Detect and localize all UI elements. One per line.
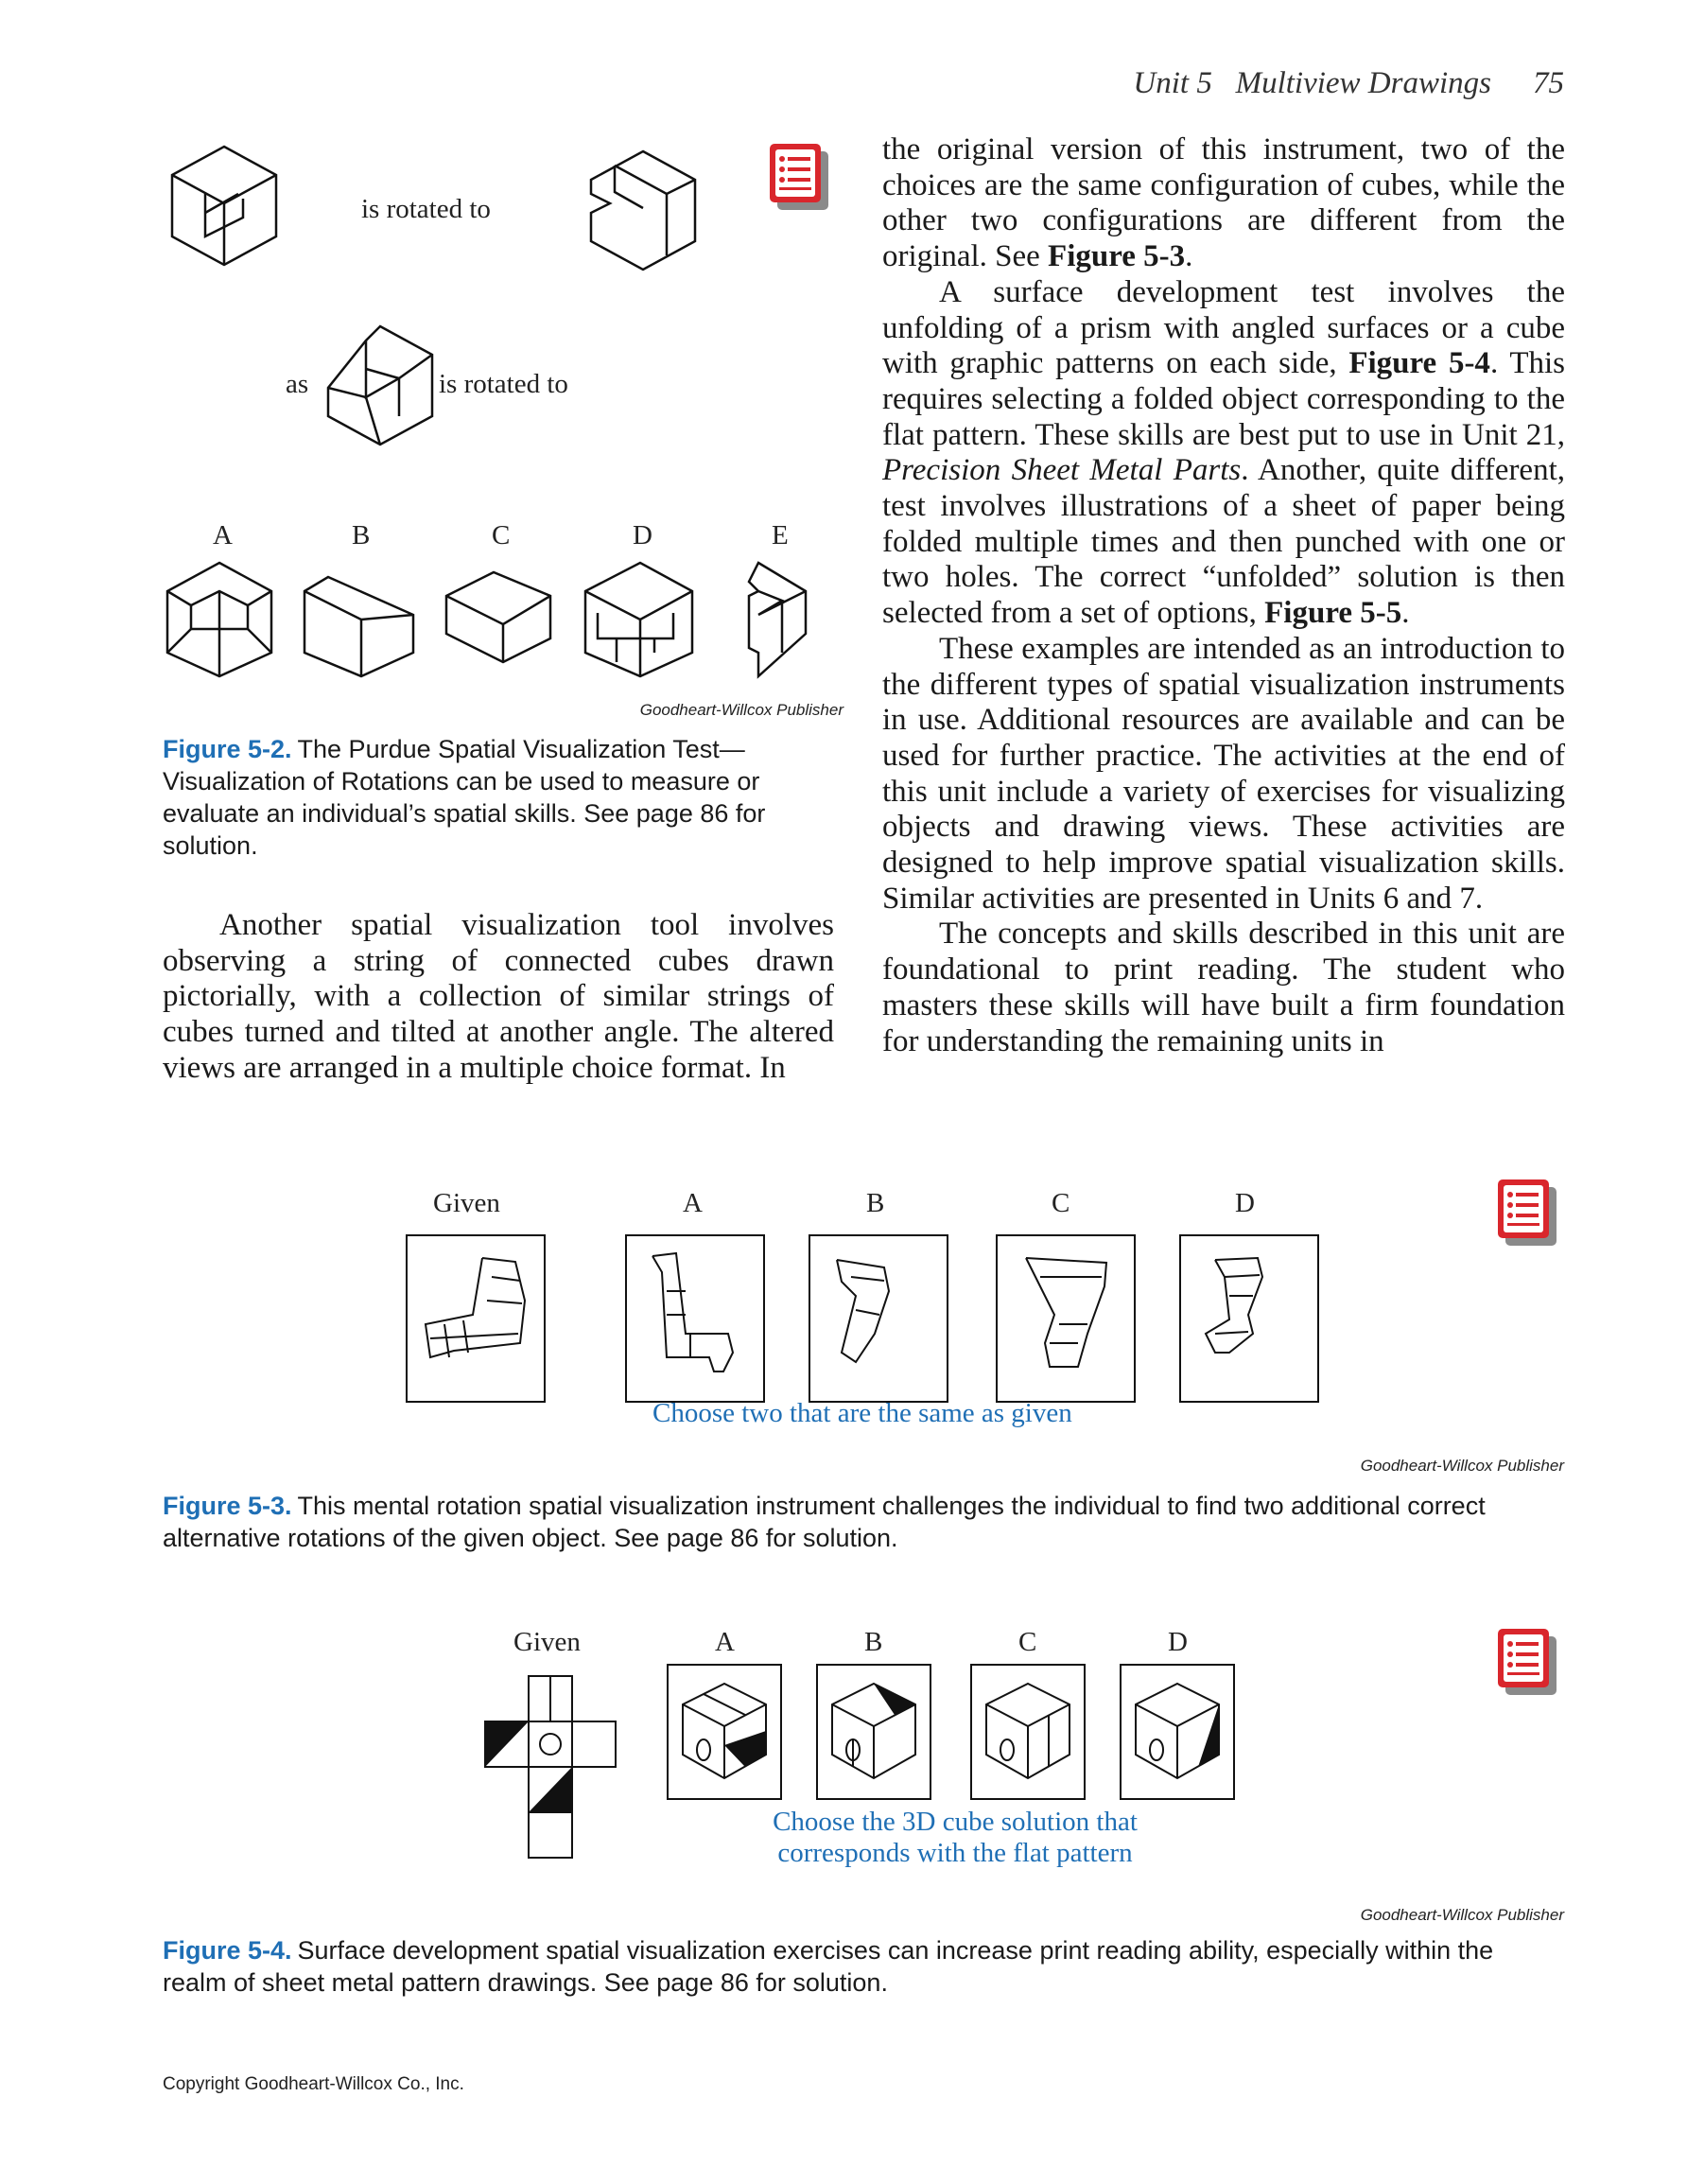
label-b: B	[866, 1188, 885, 1218]
paragraph: Another spatial visualization tool involves observing a string of connected cubes drawn pictorially, with a collection of similar strings of cubes turned and tilted at another angle. The altered views are arranged in a multiple choice format. In	[163, 908, 834, 1085]
label-b: B	[864, 1627, 883, 1657]
figure-5-2-caption-text: The Purdue Spatial Visualization Test—Visualization of Rotations can be used to measure or evaluate an individual’s spatial skills. See page 86 for solution.	[163, 735, 766, 860]
label-given: Given	[513, 1627, 581, 1657]
label-rotated-2: is rotated to	[439, 369, 568, 399]
page-number: 75	[1533, 66, 1564, 100]
label-c: C	[1052, 1188, 1070, 1218]
rotated-shape-1	[586, 147, 700, 279]
instruction-text: Choose two that are the same as given	[652, 1398, 1072, 1428]
label-a: A	[683, 1188, 703, 1218]
figure-5-2-number: Figure 5-2.	[163, 735, 292, 763]
given-shape-1	[167, 142, 281, 274]
figure-5-4-caption-text: Surface development spatial visualization exercises can increase print reading ability, especially within the realm of sheet metal pattern drawings. See page 86 for solution.	[163, 1936, 1494, 1997]
figure-5-4-number: Figure 5-4.	[163, 1936, 292, 1965]
figure-5-4-credit: Goodheart-Willcox Publisher	[1360, 1906, 1564, 1924]
instruction-line-1: Choose the 3D cube solution that	[773, 1807, 1138, 1837]
running-header	[1133, 66, 1564, 101]
unit-title: Precision Sheet Metal Parts	[882, 453, 1242, 488]
label-as: as	[286, 369, 309, 399]
paragraph: the original version of this instrument, two of the choices are the same configuration of cubes, while the other two configurations are different from the original. See Figure 5-3.	[882, 132, 1565, 274]
cube-string-options	[0, 1182, 1687, 1428]
figure-5-3-number: Figure 5-3.	[163, 1492, 292, 1520]
paragraph: These examples are intended as an introduction to the different types of spatial visualization instruments in use. Additional resources are available and can be used for further practice. The activities at the end of this unit include a variety of exercises for visualizing objects and drawing views. These activities are designed to help improve spatial visualization skills. Similar activities are presented in Units 6 and 7.	[882, 631, 1565, 916]
figure-5-4	[0, 1627, 1687, 1924]
label-d: D	[1235, 1188, 1255, 1218]
figure-5-3-caption	[163, 1490, 1562, 1554]
header-title: Unit 5 Multiview Drawings	[1133, 66, 1491, 100]
given-shape-2	[323, 322, 437, 454]
figure-5-2-caption	[163, 733, 825, 862]
figure-ref[interactable]: Figure 5-5	[1264, 596, 1402, 631]
left-column-text	[163, 908, 834, 1087]
paragraph: The concepts and skills described in this unit are foundational to print reading. The student who masters these skills will have built a firm foundation for understanding the remaining units in	[882, 917, 1565, 1058]
option-label-d: D	[633, 520, 652, 550]
option-label-b: B	[352, 520, 371, 550]
figure-ref[interactable]: Figure 5-3	[1048, 239, 1186, 274]
figure-ref[interactable]: Figure 5-4	[1348, 346, 1490, 381]
instruction-line-2: corresponds with the flat pattern	[777, 1838, 1133, 1868]
option-label-e: E	[772, 520, 789, 550]
figure-5-2-credit: Goodheart-Willcox Publisher	[639, 701, 844, 719]
option-shapes	[163, 558, 844, 681]
label-a: A	[715, 1627, 735, 1657]
figure-5-4-caption	[163, 1934, 1562, 1999]
instruction-text	[747, 1807, 1163, 1869]
option-label-a: A	[213, 520, 233, 550]
label-c: C	[1018, 1627, 1037, 1657]
text-run: A surface development test involves the unfolding of a prism with angled surfaces or a cube with graphic patterns on each side,	[882, 274, 1565, 381]
text-run: . This requires selecting a folded object corresponding to the flat pattern. These skills are best put to use in Unit 21,	[882, 346, 1565, 452]
label-d: D	[1168, 1627, 1188, 1657]
figure-5-2	[163, 142, 844, 728]
figure-5-3-credit: Goodheart-Willcox Publisher	[1360, 1457, 1564, 1475]
text-run: the original version of this instrument, two of the choices are the same configuration of cubes, while the other two configurations are different from the original. See	[882, 132, 1565, 274]
figure-5-3-caption-text: This mental rotation spatial visualization instrument challenges the individual to find two additional correct alternative rotations of the given object. See page 86 for solution.	[163, 1492, 1486, 1552]
paragraph: A surface development test involves the unfolding of a prism with angled surfaces or a cube with graphic patterns on each side, Figure 5-4. This requires selecting a folded object corresponding to the flat pattern. These skills are best put to use in Unit 21, Precision Sheet Metal Parts. Another, quite different, test involves illustrations of a sheet of paper being folded multiple times and then punched with one or two holes. The correct “unfolded” solution is then selected from a set of options, Figure 5-5.	[882, 274, 1565, 631]
right-column-text	[882, 132, 1565, 1059]
label-rotated-1: is rotated to	[361, 194, 491, 224]
text-run: . Another, quite different, test involves illustrations of a sheet of paper being folded multiple times and then punched with one or two holes. The correct “unfolded” solution is then selected from a set of options,	[882, 453, 1565, 631]
copyright-footer: Copyright Goodheart-Willcox Co., Inc.	[163, 2074, 464, 2094]
label-given: Given	[433, 1188, 500, 1218]
option-label-c: C	[492, 520, 511, 550]
